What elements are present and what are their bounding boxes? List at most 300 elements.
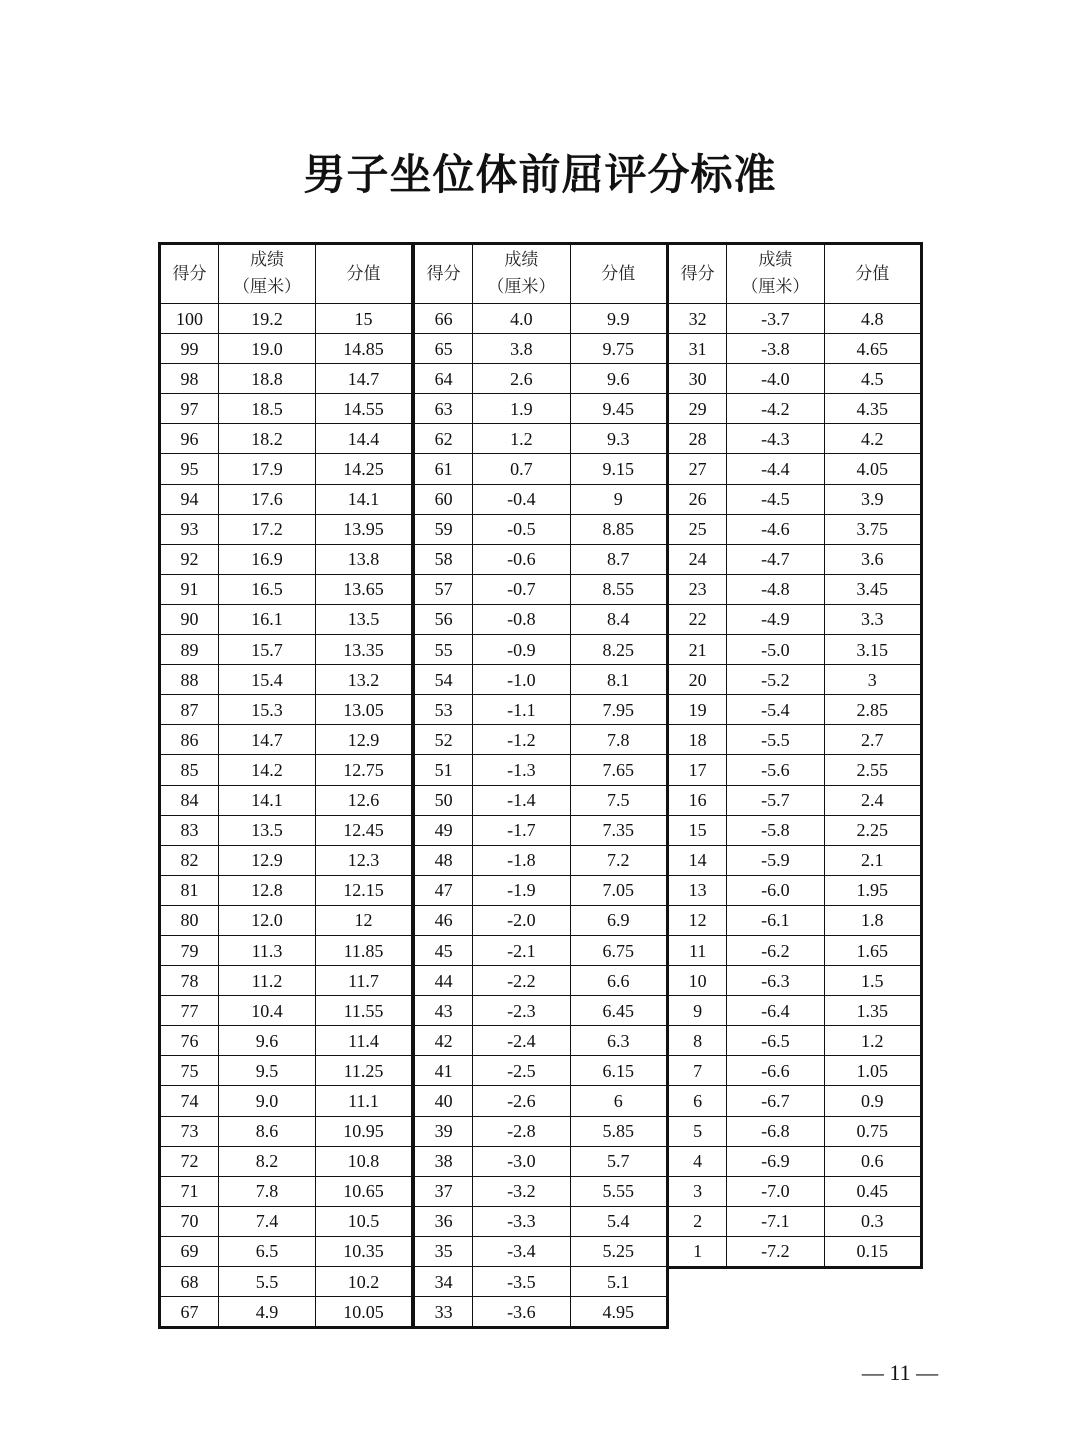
cell-result: -1.9	[473, 875, 570, 905]
header-result-unit: （厘米）	[741, 277, 810, 297]
table-row	[160, 484, 413, 514]
cell-value: 1.35	[824, 996, 921, 1026]
cell-result: -1.0	[473, 665, 570, 695]
cell-value: 9	[570, 484, 667, 514]
table-row	[668, 1206, 922, 1236]
cell-value: 12.75	[316, 755, 413, 785]
cell-score: 59	[414, 514, 473, 544]
cell-score: 12	[668, 905, 727, 935]
cell-value: 14.55	[316, 394, 413, 424]
cell-result: -7.2	[727, 1236, 824, 1267]
cell-result: -1.1	[473, 695, 570, 725]
table-row	[668, 996, 922, 1026]
table-row	[414, 695, 668, 725]
cell-value: 12.6	[316, 785, 413, 815]
cell-result: -7.1	[727, 1206, 824, 1236]
cell-score: 21	[668, 635, 727, 665]
table-row	[668, 454, 922, 484]
cell-score: 87	[160, 695, 219, 725]
cell-value: 7.8	[570, 725, 667, 755]
header-row	[668, 244, 922, 304]
cell-result: -6.6	[727, 1056, 824, 1086]
cell-value: 10.35	[316, 1236, 413, 1266]
table-row	[668, 635, 922, 665]
cell-score: 16	[668, 785, 727, 815]
cell-score: 67	[160, 1297, 219, 1328]
cell-score: 24	[668, 544, 727, 574]
cell-value: 5.85	[570, 1116, 667, 1146]
cell-score: 23	[668, 574, 727, 604]
cell-score: 90	[160, 604, 219, 634]
table-row	[160, 1176, 413, 1206]
cell-value: 13.8	[316, 544, 413, 574]
cell-score: 10	[668, 966, 727, 996]
header-result-unit: （厘米）	[487, 277, 556, 297]
cell-score: 49	[414, 815, 473, 845]
cell-score: 25	[668, 514, 727, 544]
cell-score: 41	[414, 1056, 473, 1086]
cell-value: 9.6	[570, 364, 667, 394]
table-row	[668, 845, 922, 875]
table-row	[414, 454, 668, 484]
table-row	[160, 875, 413, 905]
table-row	[668, 1176, 922, 1206]
table-row	[414, 966, 668, 996]
cell-value: 12.9	[316, 725, 413, 755]
cell-value: 0.15	[824, 1236, 921, 1267]
cell-result: 4.0	[473, 304, 570, 334]
cell-value: 8.55	[570, 574, 667, 604]
cell-value: 8.25	[570, 635, 667, 665]
cell-value: 10.65	[316, 1176, 413, 1206]
cell-result: -3.5	[473, 1267, 570, 1297]
cell-value: 12.15	[316, 875, 413, 905]
table-row	[414, 725, 668, 755]
cell-value: 9.75	[570, 334, 667, 364]
table-row	[668, 1086, 922, 1116]
cell-score: 69	[160, 1236, 219, 1266]
table-row	[668, 665, 922, 695]
table-row	[160, 1236, 413, 1266]
cell-value: 1.5	[824, 966, 921, 996]
table-row	[668, 815, 922, 845]
cell-score: 14	[668, 845, 727, 875]
cell-result: 15.7	[219, 635, 316, 665]
cell-result: 12.9	[219, 845, 316, 875]
cell-value: 6.45	[570, 996, 667, 1026]
table-row	[414, 635, 668, 665]
cell-value: 11.1	[316, 1086, 413, 1116]
table-row	[414, 1116, 668, 1146]
cell-score: 75	[160, 1056, 219, 1086]
table-row	[160, 304, 413, 334]
cell-result: 10.4	[219, 996, 316, 1026]
cell-result: -0.6	[473, 544, 570, 574]
cell-result: 14.7	[219, 725, 316, 755]
cell-value: 2.25	[824, 815, 921, 845]
cell-result: 17.6	[219, 484, 316, 514]
cell-result: -4.2	[727, 394, 824, 424]
table-row	[414, 1236, 668, 1266]
table-block-2	[412, 242, 669, 1329]
table-row	[160, 665, 413, 695]
header-score: 得分	[414, 244, 473, 304]
table-row	[160, 604, 413, 634]
table-row	[414, 1176, 668, 1206]
cell-result: 16.9	[219, 544, 316, 574]
page-number: — 11 —	[861, 1360, 939, 1385]
cell-result: -3.6	[473, 1297, 570, 1328]
table-row	[668, 484, 922, 514]
cell-value: 9.15	[570, 454, 667, 484]
cell-value: 5.55	[570, 1176, 667, 1206]
cell-value: 0.3	[824, 1206, 921, 1236]
cell-result: -4.3	[727, 424, 824, 454]
cell-score: 34	[414, 1267, 473, 1297]
cell-score: 91	[160, 574, 219, 604]
cell-value: 13.05	[316, 695, 413, 725]
cell-result: 12.8	[219, 875, 316, 905]
cell-result: -2.5	[473, 1056, 570, 1086]
cell-result: -5.7	[727, 785, 824, 815]
cell-result: -6.9	[727, 1146, 824, 1176]
cell-score: 97	[160, 394, 219, 424]
cell-score: 33	[414, 1297, 473, 1328]
table-row	[668, 334, 922, 364]
cell-score: 95	[160, 454, 219, 484]
cell-result: 14.1	[219, 785, 316, 815]
table-row	[414, 544, 668, 574]
table-row	[668, 574, 922, 604]
cell-value: 8.7	[570, 544, 667, 574]
cell-score: 18	[668, 725, 727, 755]
cell-score: 47	[414, 875, 473, 905]
cell-value: 10.8	[316, 1146, 413, 1176]
cell-result: -5.5	[727, 725, 824, 755]
cell-value: 1.05	[824, 1056, 921, 1086]
cell-result: -1.8	[473, 845, 570, 875]
cell-score: 28	[668, 424, 727, 454]
cell-score: 62	[414, 424, 473, 454]
table-row	[160, 695, 413, 725]
cell-score: 63	[414, 394, 473, 424]
cell-score: 76	[160, 1026, 219, 1056]
cell-value: 3.9	[824, 484, 921, 514]
cell-result: -3.8	[727, 334, 824, 364]
table-row	[414, 424, 668, 454]
table-row	[160, 1206, 413, 1236]
table-row	[160, 514, 413, 544]
cell-value: 7.65	[570, 755, 667, 785]
cell-score: 9	[668, 996, 727, 1026]
table-row	[160, 544, 413, 574]
cell-score: 64	[414, 364, 473, 394]
cell-result: -0.8	[473, 604, 570, 634]
cell-result: -0.4	[473, 484, 570, 514]
cell-value: 2.55	[824, 755, 921, 785]
table-row	[160, 334, 413, 364]
cell-result: -1.7	[473, 815, 570, 845]
table-block-3	[666, 242, 923, 1269]
cell-result: -1.3	[473, 755, 570, 785]
header-result-label: 成绩	[504, 250, 539, 270]
table-row	[668, 875, 922, 905]
table-row	[668, 424, 922, 454]
table-row	[160, 1116, 413, 1146]
cell-result: 8.6	[219, 1116, 316, 1146]
cell-value: 11.4	[316, 1026, 413, 1056]
cell-score: 22	[668, 604, 727, 634]
cell-score: 7	[668, 1056, 727, 1086]
table-row	[160, 1056, 413, 1086]
table-row	[160, 785, 413, 815]
table-row	[668, 514, 922, 544]
cell-result: -3.2	[473, 1176, 570, 1206]
cell-result: -7.0	[727, 1176, 824, 1206]
table-row	[668, 1116, 922, 1146]
table-row	[160, 454, 413, 484]
table-row	[160, 755, 413, 785]
cell-result: -5.6	[727, 755, 824, 785]
cell-value: 5.1	[570, 1267, 667, 1297]
cell-value: 6	[570, 1086, 667, 1116]
cell-score: 5	[668, 1116, 727, 1146]
cell-result: 7.4	[219, 1206, 316, 1236]
table-row	[414, 815, 668, 845]
cell-result: 5.5	[219, 1267, 316, 1297]
cell-score: 78	[160, 966, 219, 996]
cell-value: 12.45	[316, 815, 413, 845]
table-row	[668, 364, 922, 394]
cell-value: 11.85	[316, 935, 413, 965]
table-row	[160, 1086, 413, 1116]
cell-score: 8	[668, 1026, 727, 1056]
cell-value: 14.7	[316, 364, 413, 394]
table-row	[668, 785, 922, 815]
cell-result: 15.4	[219, 665, 316, 695]
cell-value: 4.8	[824, 304, 921, 334]
cell-result: 9.5	[219, 1056, 316, 1086]
cell-score: 27	[668, 454, 727, 484]
cell-score: 13	[668, 875, 727, 905]
cell-score: 71	[160, 1176, 219, 1206]
cell-score: 26	[668, 484, 727, 514]
cell-value: 10.2	[316, 1267, 413, 1297]
cell-score: 85	[160, 755, 219, 785]
cell-result: 12.0	[219, 905, 316, 935]
cell-score: 82	[160, 845, 219, 875]
table-row	[668, 1236, 922, 1267]
cell-score: 99	[160, 334, 219, 364]
cell-result: 18.5	[219, 394, 316, 424]
header-value: 分值	[570, 244, 667, 304]
header-value: 分值	[824, 244, 921, 304]
cell-value: 6.3	[570, 1026, 667, 1056]
cell-score: 15	[668, 815, 727, 845]
cell-score: 52	[414, 725, 473, 755]
cell-result: -2.2	[473, 966, 570, 996]
table-row	[160, 905, 413, 935]
cell-result: -3.0	[473, 1146, 570, 1176]
cell-value: 14.85	[316, 334, 413, 364]
cell-result: -4.7	[727, 544, 824, 574]
table-row	[414, 574, 668, 604]
cell-result: -1.2	[473, 725, 570, 755]
cell-value: 0.45	[824, 1176, 921, 1206]
cell-result: -6.7	[727, 1086, 824, 1116]
cell-value: 3.6	[824, 544, 921, 574]
cell-score: 44	[414, 966, 473, 996]
cell-value: 6.15	[570, 1056, 667, 1086]
cell-result: -6.0	[727, 875, 824, 905]
cell-value: 7.05	[570, 875, 667, 905]
cell-score: 72	[160, 1146, 219, 1176]
table-row	[414, 1206, 668, 1236]
cell-score: 57	[414, 574, 473, 604]
table-row	[160, 966, 413, 996]
table-row	[160, 1146, 413, 1176]
table-row	[414, 1297, 668, 1328]
cell-result: -2.4	[473, 1026, 570, 1056]
cell-value: 2.85	[824, 695, 921, 725]
header-row	[414, 244, 668, 304]
header-row	[160, 244, 413, 304]
cell-value: 2.1	[824, 845, 921, 875]
cell-result: -5.0	[727, 635, 824, 665]
table-row	[668, 725, 922, 755]
table-row	[414, 935, 668, 965]
cell-score: 84	[160, 785, 219, 815]
table-row	[414, 334, 668, 364]
cell-score: 2	[668, 1206, 727, 1236]
table-row	[414, 484, 668, 514]
table-row	[668, 695, 922, 725]
cell-value: 7.5	[570, 785, 667, 815]
cell-score: 74	[160, 1086, 219, 1116]
cell-score: 73	[160, 1116, 219, 1146]
cell-value: 8.85	[570, 514, 667, 544]
table-row	[160, 1297, 413, 1328]
cell-value: 1.95	[824, 875, 921, 905]
cell-score: 77	[160, 996, 219, 1026]
cell-result: -4.0	[727, 364, 824, 394]
table-row	[160, 424, 413, 454]
cell-value: 1.8	[824, 905, 921, 935]
cell-score: 50	[414, 785, 473, 815]
cell-value: 4.05	[824, 454, 921, 484]
cell-value: 7.95	[570, 695, 667, 725]
cell-score: 70	[160, 1206, 219, 1236]
table-row	[414, 785, 668, 815]
table-row	[668, 966, 922, 996]
cell-score: 94	[160, 484, 219, 514]
cell-result: 16.1	[219, 604, 316, 634]
cell-result: 18.8	[219, 364, 316, 394]
cell-result: -4.8	[727, 574, 824, 604]
cell-result: 1.2	[473, 424, 570, 454]
cell-value: 3.45	[824, 574, 921, 604]
cell-score: 17	[668, 755, 727, 785]
cell-score: 65	[414, 334, 473, 364]
cell-value: 6.9	[570, 905, 667, 935]
cell-score: 20	[668, 665, 727, 695]
cell-value: 6.75	[570, 935, 667, 965]
cell-score: 31	[668, 334, 727, 364]
header-result	[219, 244, 316, 304]
table-row	[160, 635, 413, 665]
cell-score: 39	[414, 1116, 473, 1146]
cell-result: 17.9	[219, 454, 316, 484]
cell-score: 53	[414, 695, 473, 725]
cell-value: 13.5	[316, 604, 413, 634]
cell-score: 66	[414, 304, 473, 334]
cell-score: 46	[414, 905, 473, 935]
page-title: 男子坐位体前屈评分标准	[303, 150, 777, 199]
cell-result: -2.3	[473, 996, 570, 1026]
table-row	[668, 1056, 922, 1086]
table-row	[414, 845, 668, 875]
cell-value: 4.95	[570, 1297, 667, 1328]
cell-score: 96	[160, 424, 219, 454]
cell-result: -6.3	[727, 966, 824, 996]
cell-score: 88	[160, 665, 219, 695]
table-row	[668, 1026, 922, 1056]
cell-value: 9.45	[570, 394, 667, 424]
cell-result: -4.9	[727, 604, 824, 634]
cell-result: -5.2	[727, 665, 824, 695]
cell-score: 56	[414, 604, 473, 634]
cell-result: 15.3	[219, 695, 316, 725]
cell-score: 37	[414, 1176, 473, 1206]
cell-result: 16.5	[219, 574, 316, 604]
cell-score: 36	[414, 1206, 473, 1236]
table-row	[414, 905, 668, 935]
cell-value: 4.2	[824, 424, 921, 454]
header-score: 得分	[160, 244, 219, 304]
table-row	[668, 1146, 922, 1176]
table-row	[160, 364, 413, 394]
cell-score: 92	[160, 544, 219, 574]
header-result	[473, 244, 570, 304]
cell-result: -6.2	[727, 935, 824, 965]
cell-result: -5.8	[727, 815, 824, 845]
cell-value: 11.25	[316, 1056, 413, 1086]
cell-score: 3	[668, 1176, 727, 1206]
cell-result: -2.0	[473, 905, 570, 935]
table-row	[414, 514, 668, 544]
cell-value: 9.3	[570, 424, 667, 454]
header-result	[727, 244, 824, 304]
cell-value: 3.3	[824, 604, 921, 634]
table-row	[160, 574, 413, 604]
cell-result: -0.9	[473, 635, 570, 665]
cell-value: 0.75	[824, 1116, 921, 1146]
cell-score: 43	[414, 996, 473, 1026]
cell-value: 8.1	[570, 665, 667, 695]
cell-value: 13.95	[316, 514, 413, 544]
cell-value: 1.2	[824, 1026, 921, 1056]
cell-score: 100	[160, 304, 219, 334]
cell-score: 98	[160, 364, 219, 394]
cell-result: -0.5	[473, 514, 570, 544]
cell-score: 1	[668, 1236, 727, 1267]
cell-value: 13.35	[316, 635, 413, 665]
cell-score: 79	[160, 935, 219, 965]
cell-value: 11.55	[316, 996, 413, 1026]
cell-value: 3	[824, 665, 921, 695]
cell-result: 1.9	[473, 394, 570, 424]
cell-result: -6.8	[727, 1116, 824, 1146]
